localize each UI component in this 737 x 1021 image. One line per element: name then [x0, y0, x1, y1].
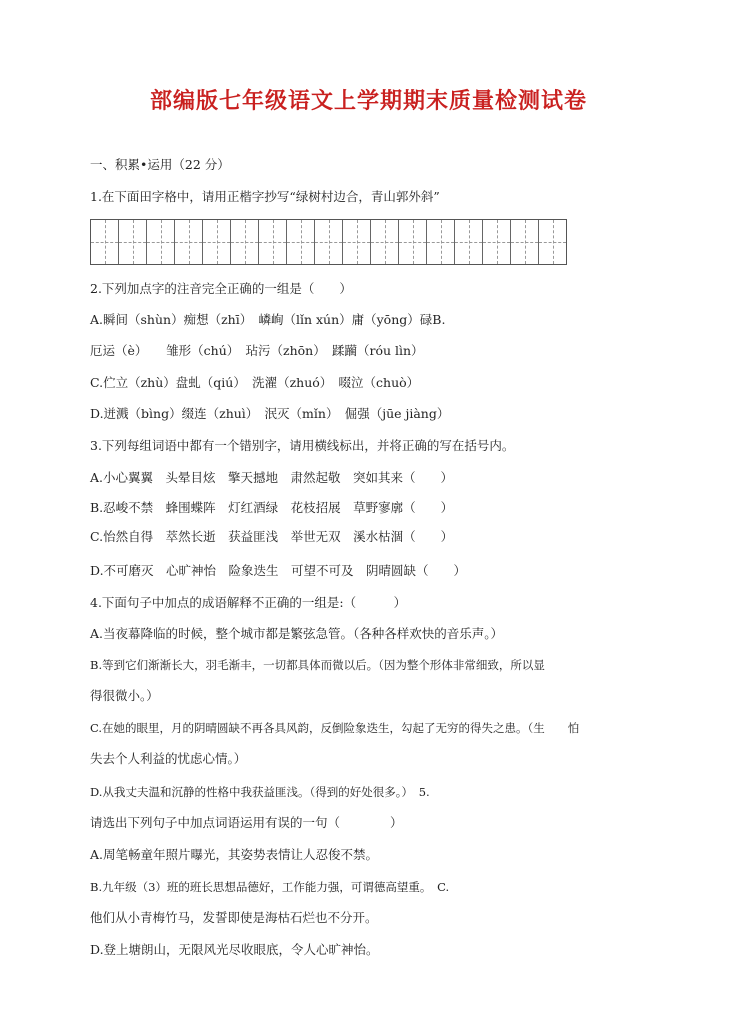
tianzige-cell: [483, 220, 511, 264]
option-4b-cont: 得很微小。）: [90, 688, 159, 703]
tianzige-cell: [315, 220, 343, 264]
section-heading: 一、积累•运用（22 分）: [90, 157, 230, 172]
tianzige-cell: [147, 220, 175, 264]
option-4d: D.从我丈夫温和沉静的性格中我获益匪浅。（得到的好处很多。） 5.: [90, 785, 430, 799]
question-2: 2.下列加点字的注音完全正确的一组是（ ）: [90, 281, 352, 296]
tianzige-cell: [175, 220, 203, 264]
tianzige-cell: [231, 220, 259, 264]
tianzige-cell: [427, 220, 455, 264]
option-3d: D.不可磨灭 心旷神怡 险象迭生 可望不可及 阴晴圆缺（ ）: [90, 563, 467, 578]
option-2c: C.伫立（zhù）盘虬（qiú） 洗濯（zhuó） 啜泣（chuò）: [90, 375, 420, 390]
tianzige-cell: [399, 220, 427, 264]
tianzige-cell: [259, 220, 287, 264]
tianzige-cell: [343, 220, 371, 264]
option-4c: C.在她的眼里，月的阴晴圆缺不再各具风韵，反倒险象迭生，勾起了无穷的得失之患。（生 怕: [90, 721, 580, 735]
page-title: 部编版七年级语文上学期期末质量检测试卷: [149, 89, 587, 114]
option-5b: B.九年级（3）班的班长思想品德好，工作能力强，可谓德高望重。 C.: [90, 880, 450, 894]
tianzige-writing-grid: [90, 219, 567, 265]
question-3: 3.下列每组词语中都有一个错别字，请用横线标出，并将正确的写在括号内。: [90, 438, 515, 453]
option-4b: B.等到它们渐渐长大，羽毛渐丰，一切都具体而微以后。（因为整个形体非常细致，所以显: [90, 658, 545, 672]
option-2b: 厄运（è） 雏形（chú） 玷污（zhōn） 蹂躏（róu lìn）: [90, 343, 424, 358]
question-1: 1.在下面田字格中，请用正楷字抄写“绿树村边合，青山郭外斜”: [90, 189, 440, 204]
option-5a: A.周笔畅童年照片曝光，其姿势表情让人忍俊不禁。: [90, 847, 379, 862]
option-5c: 他们从小青梅竹马，发誓即使是海枯石烂也不分开。: [90, 910, 378, 925]
tianzige-cell: [203, 220, 231, 264]
question-5: 请选出下列句子中加点词语运用有误的一句（ ）: [90, 815, 403, 830]
option-2d: D.迸溅（bìng）缀连（zhuì） 泯灭（mǐn） 倔强（jūe jiàng）: [90, 406, 450, 421]
option-2a: A.瞬间（shùn）痴想（zhī） 嶙峋（lǐn xún）庸（yōng）碌B.: [90, 312, 446, 327]
option-3a: A.小心翼翼 头晕目炫 擎天撼地 肃然起敬 突如其来（ ）: [90, 470, 454, 485]
question-4: 4.下面句子中加点的成语解释不正确的一组是:（ ）: [90, 595, 407, 610]
option-4c-cont: 失去个人利益的忧虑心情。）: [90, 751, 247, 766]
tianzige-cell: [539, 220, 566, 264]
tianzige-cell: [455, 220, 483, 264]
option-3b: B.忍峻不禁 蜂围蝶阵 灯红酒绿 花枝招展 草野寥廓（ ）: [90, 500, 454, 515]
tianzige-cell: [287, 220, 315, 264]
tianzige-cell: [371, 220, 399, 264]
tianzige-cell: [91, 220, 119, 264]
tianzige-cell: [511, 220, 539, 264]
tianzige-cell: [119, 220, 147, 264]
option-4a: A.当夜幕降临的时候，整个城市都是繁弦急管。（各种各样欢快的音乐声。）: [90, 626, 504, 641]
option-3c: C.怡然自得 萃然长逝 获益匪浅 举世无双 溪水枯涸（ ）: [90, 529, 454, 544]
option-5d: D.登上塘朗山，无限风光尽收眼底，令人心旷神怡。: [90, 942, 379, 957]
